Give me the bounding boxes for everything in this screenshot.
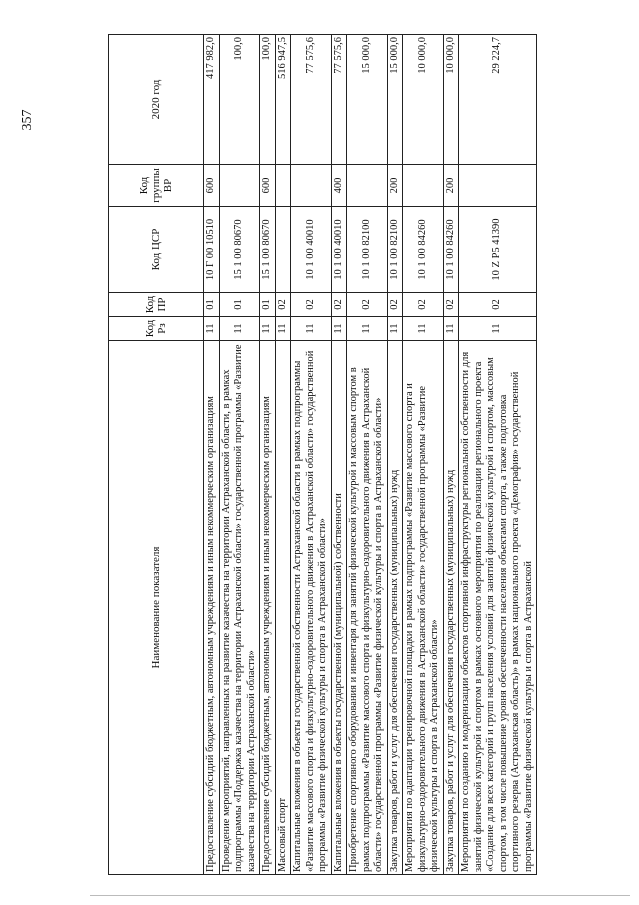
- row-pr: 02: [331, 293, 347, 317]
- row-vr: 200: [387, 165, 403, 207]
- table-row: [204, 35, 220, 875]
- row-rz: 11: [347, 317, 388, 341]
- row-csr: 10 1 00 82100: [387, 207, 403, 293]
- row-name: Капитальные вложения в объекты государственной собственности Астраханской области в рамках подпрограммы «Развитие массового спорта и физкультурно-оздоровительного движения в Астраханской области» государственной программы «Развитие физической культуры и спорта в Астраханской области»: [291, 341, 332, 875]
- table-row: [459, 35, 537, 875]
- row-rz: 11: [275, 317, 291, 341]
- row-csr: 10 1 00 40010: [291, 207, 332, 293]
- table-row: [443, 35, 459, 875]
- row-value: 15 000,0: [387, 35, 403, 165]
- header-year: 2020 год: [109, 35, 204, 165]
- budget-table: [108, 34, 537, 875]
- row-vr: [403, 165, 444, 207]
- header-name: Наименование показателя: [109, 341, 204, 875]
- row-csr: 10 1 00 84260: [443, 207, 459, 293]
- row-vr: [459, 165, 537, 207]
- row-rz: 11: [387, 317, 403, 341]
- row-pr: 02: [275, 293, 291, 317]
- row-vr: 600: [260, 165, 276, 207]
- row-pr: 01: [219, 293, 260, 317]
- row-value: 15 000,0: [347, 35, 388, 165]
- row-name: Капитальные вложения в объекты государственной (муниципальной) собственности: [331, 341, 347, 875]
- row-rz: 11: [260, 317, 276, 341]
- row-csr: 10 1 00 40010: [331, 207, 347, 293]
- row-pr: 01: [260, 293, 276, 317]
- row-pr: 01: [204, 293, 220, 317]
- row-name: Закупка товаров, работ и услуг для обеспечения государственных (муниципальных) нужд: [387, 341, 403, 875]
- table-row: [331, 35, 347, 875]
- row-pr: 02: [403, 293, 444, 317]
- row-csr: 10 1 00 82100: [347, 207, 388, 293]
- row-value: 100,0: [219, 35, 260, 165]
- row-value: 10 000,0: [443, 35, 459, 165]
- row-csr: 10 Z P5 41390: [459, 207, 537, 293]
- table-row: [347, 35, 388, 875]
- row-csr: 10 Г 00 10510: [204, 207, 220, 293]
- table-row: [275, 35, 291, 875]
- row-csr: [275, 207, 291, 293]
- row-csr: 15 1 00 80670: [260, 207, 276, 293]
- row-name: Приобретение спортивного оборудования и инвентаря для занятий физической культурой и массовым спортом в рамках подпрограммы «Развитие массового спорта и физкультурно-оздоровительного движения в Астраханской области» государственной программы «Развитие физической культуры и спорта в Астраханской области»: [347, 341, 388, 875]
- row-rz: 11: [204, 317, 220, 341]
- table-row: [260, 35, 276, 875]
- row-csr: 10 1 00 84260: [403, 207, 444, 293]
- row-rz: 11: [291, 317, 332, 341]
- header-pr: Код ПР: [109, 293, 204, 317]
- row-pr: 02: [347, 293, 388, 317]
- row-name: Массовый спорт: [275, 341, 291, 875]
- row-pr: 02: [291, 293, 332, 317]
- row-csr: 15 1 00 80670: [219, 207, 260, 293]
- row-rz: 11: [459, 317, 537, 341]
- table-row: [291, 35, 332, 875]
- row-name: Закупка товаров, работ и услуг для обеспечения государственных (муниципальных) нужд: [443, 341, 459, 875]
- row-pr: 02: [443, 293, 459, 317]
- page-bottom-rule: [90, 895, 630, 896]
- row-name: Предоставление субсидий бюджетным, автономным учреждениям и иным некоммерческим организациям: [260, 341, 276, 875]
- row-vr: 400: [331, 165, 347, 207]
- row-pr: 02: [459, 293, 537, 317]
- row-value: 100,0: [260, 35, 276, 165]
- row-vr: [291, 165, 332, 207]
- table-row: [387, 35, 403, 875]
- row-pr: 02: [387, 293, 403, 317]
- row-value: 516 947,5: [275, 35, 291, 165]
- row-name: Мероприятия по созданию и модернизации объектов спортивной инфраструктуры региональной собственности для занятий физической культурой и спортом в рамках основного мероприятия по реализации регионального проекта «Создание для всех категорий и групп населения условий для занятий физической культурой и спортом, массовым спортом, в том числе повышение уровня обеспеченности населения объектами спорта, а также подготовка спортивного резерва (Астраханская область)» в рамках национального проекта «Демография» государственной программы «Развитие физической культуры и спорта в Астраханской: [459, 341, 537, 875]
- row-vr: 600: [204, 165, 220, 207]
- row-value: 77 575,6: [331, 35, 347, 165]
- row-rz: 11: [443, 317, 459, 341]
- table-row: [403, 35, 444, 875]
- row-value: 417 982,0: [204, 35, 220, 165]
- row-rz: 11: [403, 317, 444, 341]
- row-vr: [219, 165, 260, 207]
- row-name: Проведение мероприятий, направленных на развитие казачества на территории Астраханской области, в рамках подпрограммы «Поддержка казачества на территории Астраханской области» государственной программы «Развитие казачества на территории Астраханской области»: [219, 341, 260, 875]
- row-value: 10 000,0: [403, 35, 444, 165]
- header-row: [109, 35, 204, 875]
- row-rz: 11: [331, 317, 347, 341]
- page-number: 357: [20, 109, 35, 131]
- row-name: Предоставление субсидий бюджетным, автономным учреждениям и иным некоммерческим организациям: [204, 341, 220, 875]
- header-rz: Код Рз: [109, 317, 204, 341]
- row-vr: 200: [443, 165, 459, 207]
- budget-table-container: [108, 35, 537, 875]
- header-vr: Код группы ВР: [109, 165, 204, 207]
- row-vr: [347, 165, 388, 207]
- row-name: Мероприятия по адаптации тренировочной площадки в рамках подпрограммы «Развитие массового спорта и физкультурно-оздоровительного движения в Астраханской области» государственной программы «Развитие физической культуры и спорта в Астраханской области»: [403, 341, 444, 875]
- row-vr: [275, 165, 291, 207]
- header-csr: Код ЦСР: [109, 207, 204, 293]
- row-value: 77 575,6: [291, 35, 332, 165]
- row-rz: 11: [219, 317, 260, 341]
- table-row: [219, 35, 260, 875]
- row-value: 29 224,7: [459, 35, 537, 165]
